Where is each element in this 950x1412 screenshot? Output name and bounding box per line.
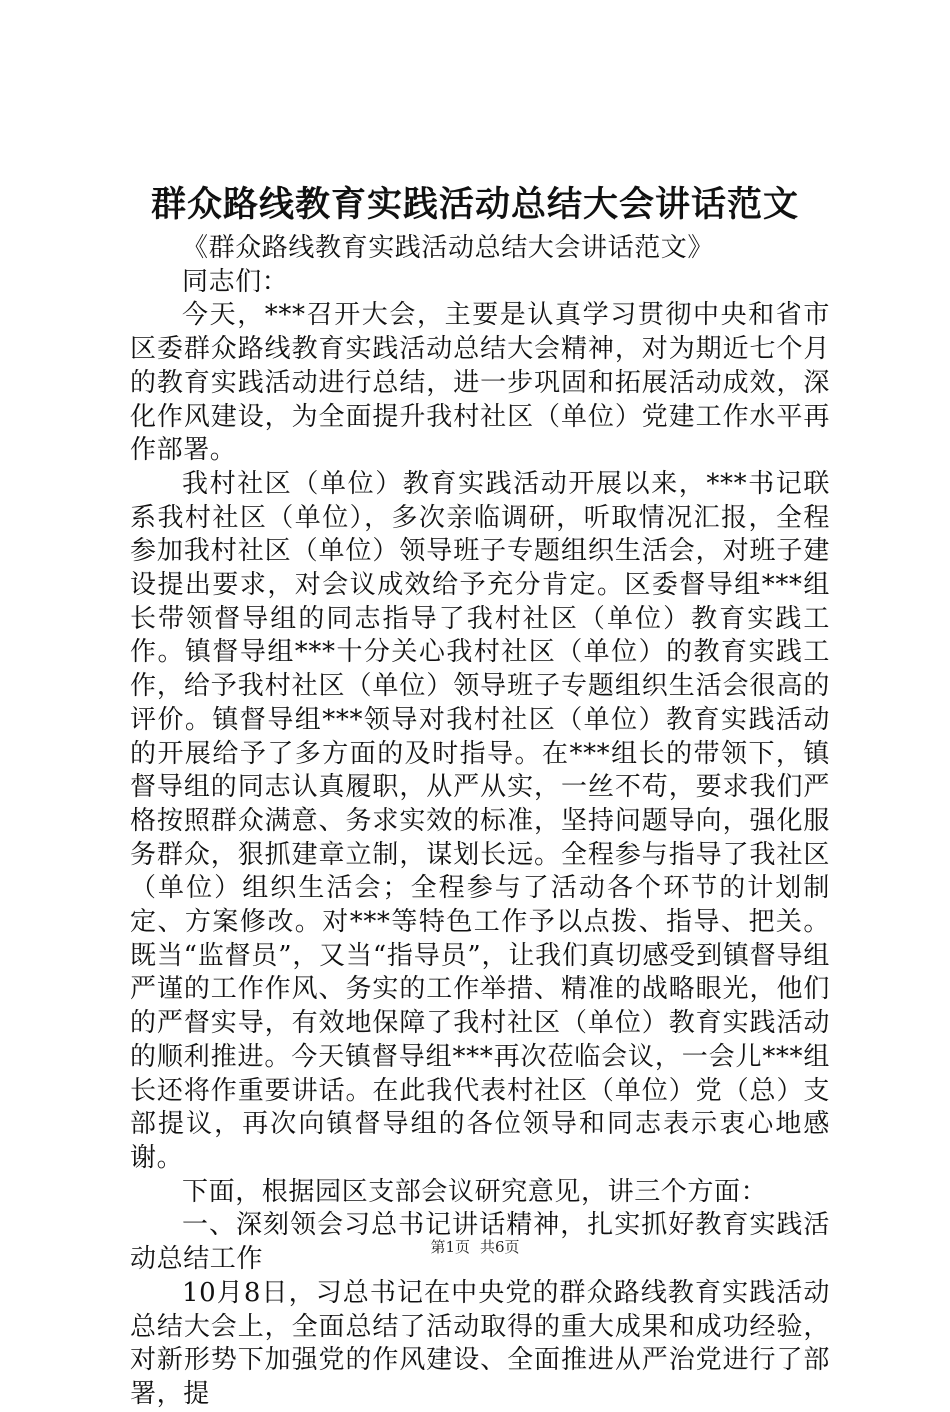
page-footer (0, 1236, 950, 1258)
page-total: 共6页 (480, 1238, 520, 1256)
body-paragraph: 下面，根据园区支部会议研究意见，讲三个方面： (182, 1176, 768, 1207)
salutation-paragraph: 同志们： (182, 266, 289, 297)
page-number: 第1页 (430, 1238, 470, 1256)
quoted-title-paragraph: 《群众路线教育实践活动总结大会讲话范文》 (182, 233, 715, 263)
body-paragraph: 10月8日，习总书记在中央党的群众路线教育实践活动总结大会上，全面总结了活动取得的重大成果和成功经验，对新形势下加强党的作风建设、全面推进从严治党进行了部署，提 (130, 1277, 830, 1409)
section-heading: 一、深刻领会习总书记讲话精神，扎实抓好教育实践活动总结工作 (130, 1210, 830, 1275)
document-title: 群众路线教育实践活动总结大会讲话范文 (150, 185, 799, 225)
body-paragraph: 我村社区（单位）教育实践活动开展以来，***书记联系我村社区（单位），多次亲临调研，听取情况汇报，全程参加我村社区（单位）领导班子专题组织生活会，对班子建设提出要求，对会议成效给予充分肯定。区委督导组***组长带领督导组的同志指导了我村社区（单位）教育实践工作。镇督导组***十分关心我村社区（单位）的教育实践工作，给予我村社区（单位）领导班子专题组织生活会很高的评价。镇督导组***领导对我村社区（单位）教育实践活动的开展给予了多方面的及时指导。在***组长的带领下，镇督导组的同志认真履职，从严从实，一丝不苟，要求我们严格按照群众满意、务求实效的标准，坚持问题导向，强化服务群众，狠抓建章立制，谋划长远。全程参与指导了我社区（单位）组织生活会；全程参与了活动各个环节的计划制定、方案修改。对***等特色工作予以点拨、指导、把关。既当“监督员”，又当“指导员”，让我们真切感受到镇督导组严谨的工作作风、务实的工作举措、精准的战略眼光，他们的严督实导，有效地保障了我村社区（单位）教育实践活动的顺利推进。今天镇督导组***再次莅临会议，一会儿***组长还将作重要讲话。在此我代表村社区（单位）党（总）支部提议，再次向镇督导组的各位领导和同志表示衷心地感谢。 (130, 468, 830, 1173)
document-body (130, 232, 830, 1412)
body-paragraph: 今天，***召开大会，主要是认真学习贯彻中央和省市区委群众路线教育实践活动总结大会精神，对为期近七个月的教育实践活动进行总结，进一步巩固和拓展活动成效，深化作风建设，为全面提升我村社区（单位）党建工作水平再作部署。 (130, 300, 830, 466)
